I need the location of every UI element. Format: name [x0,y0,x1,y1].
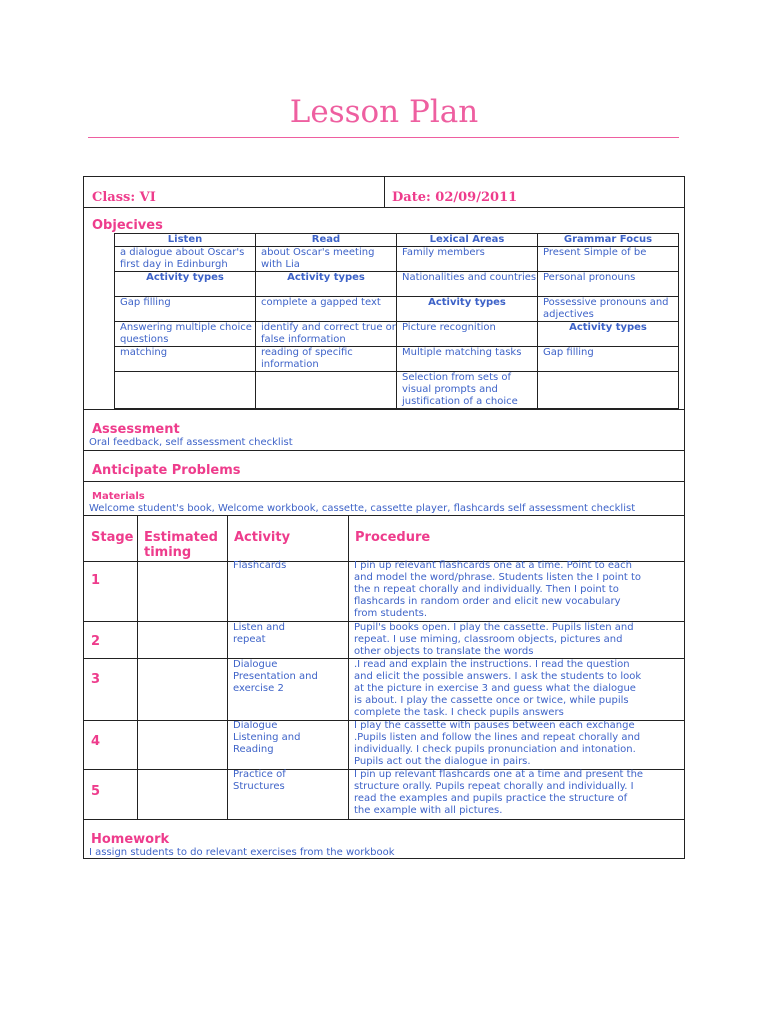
table-cell: Activity types [397,297,538,322]
table-cell: Answering multiple choice questions [115,322,256,347]
stage-number: 3 [91,672,101,687]
activity-column-header: Activity [234,530,291,545]
activity-cell: Dialogue Presentation and exercise 2 [233,659,318,694]
column-header-lexical-areas: Lexical Areas [397,234,538,247]
table-cell: Gap filling [538,347,679,372]
table-cell: reading of specific information [256,347,397,372]
materials-heading: Materials [92,491,145,502]
procedure-cell: I pin up relevant flashcards one at a time. Point to each and model the word/phrase. Students listen the I point to the n repeat chorally and individually. Then I point to flashcards in random order and elicit new vocabulary from students. [354,560,642,619]
class-label: Class: VI [92,190,156,205]
activity-column-divider [348,515,349,819]
assessment-text: Oral feedback, self assessment checklist [89,437,293,448]
header-column-divider [384,176,385,207]
activity-cell: Flashcards [233,560,287,571]
procedure-cell: .I read and explain the instructions. I read the question and elicit the possible answers. I ask the students to look at the picture in exercise 3 and guess what the dialogue is about. I play the cassette once or twice, while pupils complete the task. I check pupils answers [354,659,642,718]
table-cell: Gap filling [115,297,256,322]
table-cell: Picture recognition [397,322,538,347]
date-label: Date: 02/09/2011 [392,190,518,205]
timing-column-header: Estimated timing [144,530,218,560]
divider-after-header [83,207,685,208]
column-header-grammar-focus: Grammar Focus [538,234,679,247]
stage-number: 2 [91,634,101,649]
table-cell: Nationalities and countries [397,272,538,297]
stage-number: 4 [91,734,101,749]
procedure-column-header: Procedure [355,530,431,545]
table-cell: matching [115,347,256,372]
table-cell: complete a gapped text [256,297,397,322]
activity-cell: Practice of Structures [233,769,286,792]
title-divider [88,137,679,138]
materials-text: Welcome student's book, Welcome workbook, cassette, cassette player, flashcards self assessment checklist [89,503,636,514]
table-cell [256,372,397,409]
assessment-heading: Assessment [92,422,180,437]
stage-number: 1 [91,573,101,588]
procedure-cell: I play the cassette with pauses between each exchange .Pupils listen and follow the lines and repeat chorally and individually. I check pupils pronunciation and intonation. Pupils act out the dialogue in pairs. [354,720,641,767]
table-cell: Present Simple of be [538,247,679,272]
table-cell: Activity types [115,272,256,297]
column-header-listen: Listen [115,234,256,247]
column-header-read: Read [256,234,397,247]
timing-column-divider [227,515,228,819]
table-cell: Selection from sets of visual prompts and justification of a choice [397,372,538,409]
table-cell: Family members [397,247,538,272]
stage-number: 5 [91,784,101,799]
table-cell [538,372,679,409]
homework-heading: Homework [91,832,170,847]
divider-stage-5 [83,819,685,820]
table-cell: identify and correct true or false information [256,322,397,347]
objectives-heading: Objecives [92,218,163,233]
activity-cell: Listen and repeat [233,622,285,645]
divider-after-anticipate [83,481,685,482]
anticipate-problems-heading: Anticipate Problems [92,463,241,478]
table-cell: about Oscar's meeting with Lia [256,247,397,272]
divider-after-materials [83,515,685,516]
stage-column-header: Stage [91,530,134,545]
divider-after-assessment [83,450,685,451]
table-cell: Personal pronouns [538,272,679,297]
objectives-table [114,233,679,409]
table-cell: Multiple matching tasks [397,347,538,372]
table-cell: Possessive pronouns and adjectives [538,297,679,322]
homework-text: I assign students to do relevant exercises from the workbook [89,847,395,858]
stage-column-divider [137,515,138,819]
divider-after-objectives [83,409,685,410]
table-cell: a dialogue about Oscar's first day in Edinburgh [115,247,256,272]
procedure-cell: I pin up relevant flashcards one at a time and present the structure orally. Pupils repeat chorally and individually. I read the examples and pupils practice the structure of the example with all pictures. [354,769,644,816]
page-title: Lesson Plan [289,94,479,130]
table-cell [115,372,256,409]
table-cell: Activity types [538,322,679,347]
activity-cell: Dialogue Listening and Reading [233,720,301,755]
table-cell: Activity types [256,272,397,297]
procedure-cell: Pupil's books open. I play the cassette. Pupils listen and repeat. I use miming, classroom objects, pictures and other objects to translate the words [354,622,634,657]
